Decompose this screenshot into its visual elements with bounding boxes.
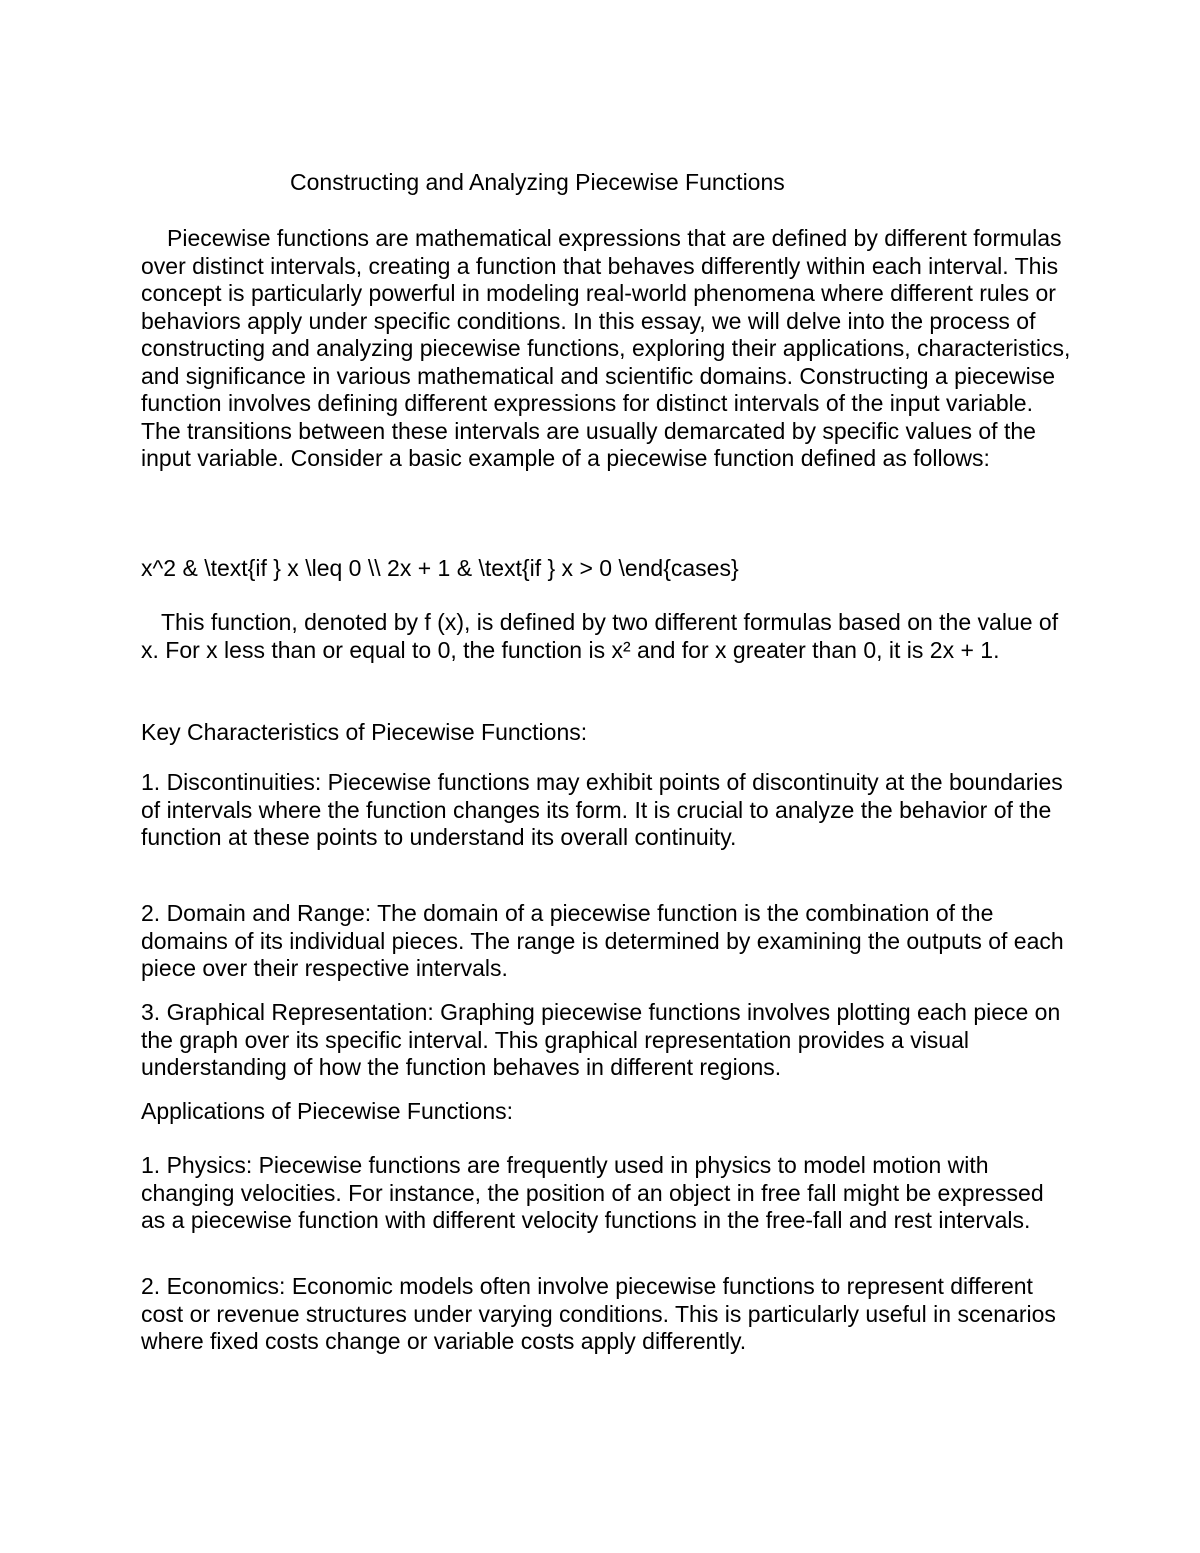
explanation-text: This function, denoted by f (x), is defined by two different formulas based on the value of x. For x less than or equal to 0, the function is x² and for x greater than 0, it is 2x + 1. [141, 609, 1059, 663]
application-item: 1. Physics: Piecewise functions are frequently used in physics to model motion with changing velocities. For instance, the position of an object in free fall might be expressed as a piecewise function with different velocity functions in the free-fall and rest intervals. [141, 1152, 1044, 1233]
intro-text: Piecewise functions are mathematical expressions that are defined by different formulas over distinct intervals, creating a function that behaves differently within each interval. This concept is particularly powerful in modeling real-world phenomena where different rules or behaviors apply under specific conditions. In this essay, we will delve into the process of constructing and analyzing piecewise functions, exploring their applications, characteristics, and significance in various mathematical and scientific domains. Constructing a piecewise function involves defining different expressions for distinct intervals of the input variable. The transitions between these intervals are usually demarcated by specific values of the input variable. Consider a basic example of a piecewise function defined as follows: [141, 225, 1071, 471]
intro-paragraph [141, 225, 1071, 473]
formula-line: x^2 & \text{if } x \leq 0 \\ 2x + 1 & \text{if } x > 0 \end{cases} [141, 555, 739, 581]
characteristics-heading: Key Characteristics of Piecewise Functions: [141, 719, 588, 745]
characteristic-item: 2. Domain and Range: The domain of a piecewise function is the combination of the domains of its individual pieces. The range is determined by examining the outputs of each piece over their respective intervals. [141, 900, 1064, 981]
application-item: 2. Economics: Economic models often involve piecewise functions to represent different cost or revenue structures under varying conditions. This is particularly useful in scenarios where fixed costs change or variable costs apply differently. [141, 1273, 1056, 1354]
characteristic-item: 1. Discontinuities: Piecewise functions may exhibit points of discontinuity at the boundaries of intervals where the function changes its form. It is crucial to analyze the behavior of the function at these points to understand its overall continuity. [141, 769, 1063, 850]
characteristic-item: 3. Graphical Representation: Graphing piecewise functions involves plotting each piece on the graph over its specific interval. This graphical representation provides a visual understanding of how the function behaves in different regions. [141, 999, 1061, 1080]
explanation-paragraph [141, 609, 1071, 664]
document-title: Constructing and Analyzing Piecewise Functions [290, 169, 785, 195]
applications-heading: Applications of Piecewise Functions: [141, 1098, 514, 1124]
